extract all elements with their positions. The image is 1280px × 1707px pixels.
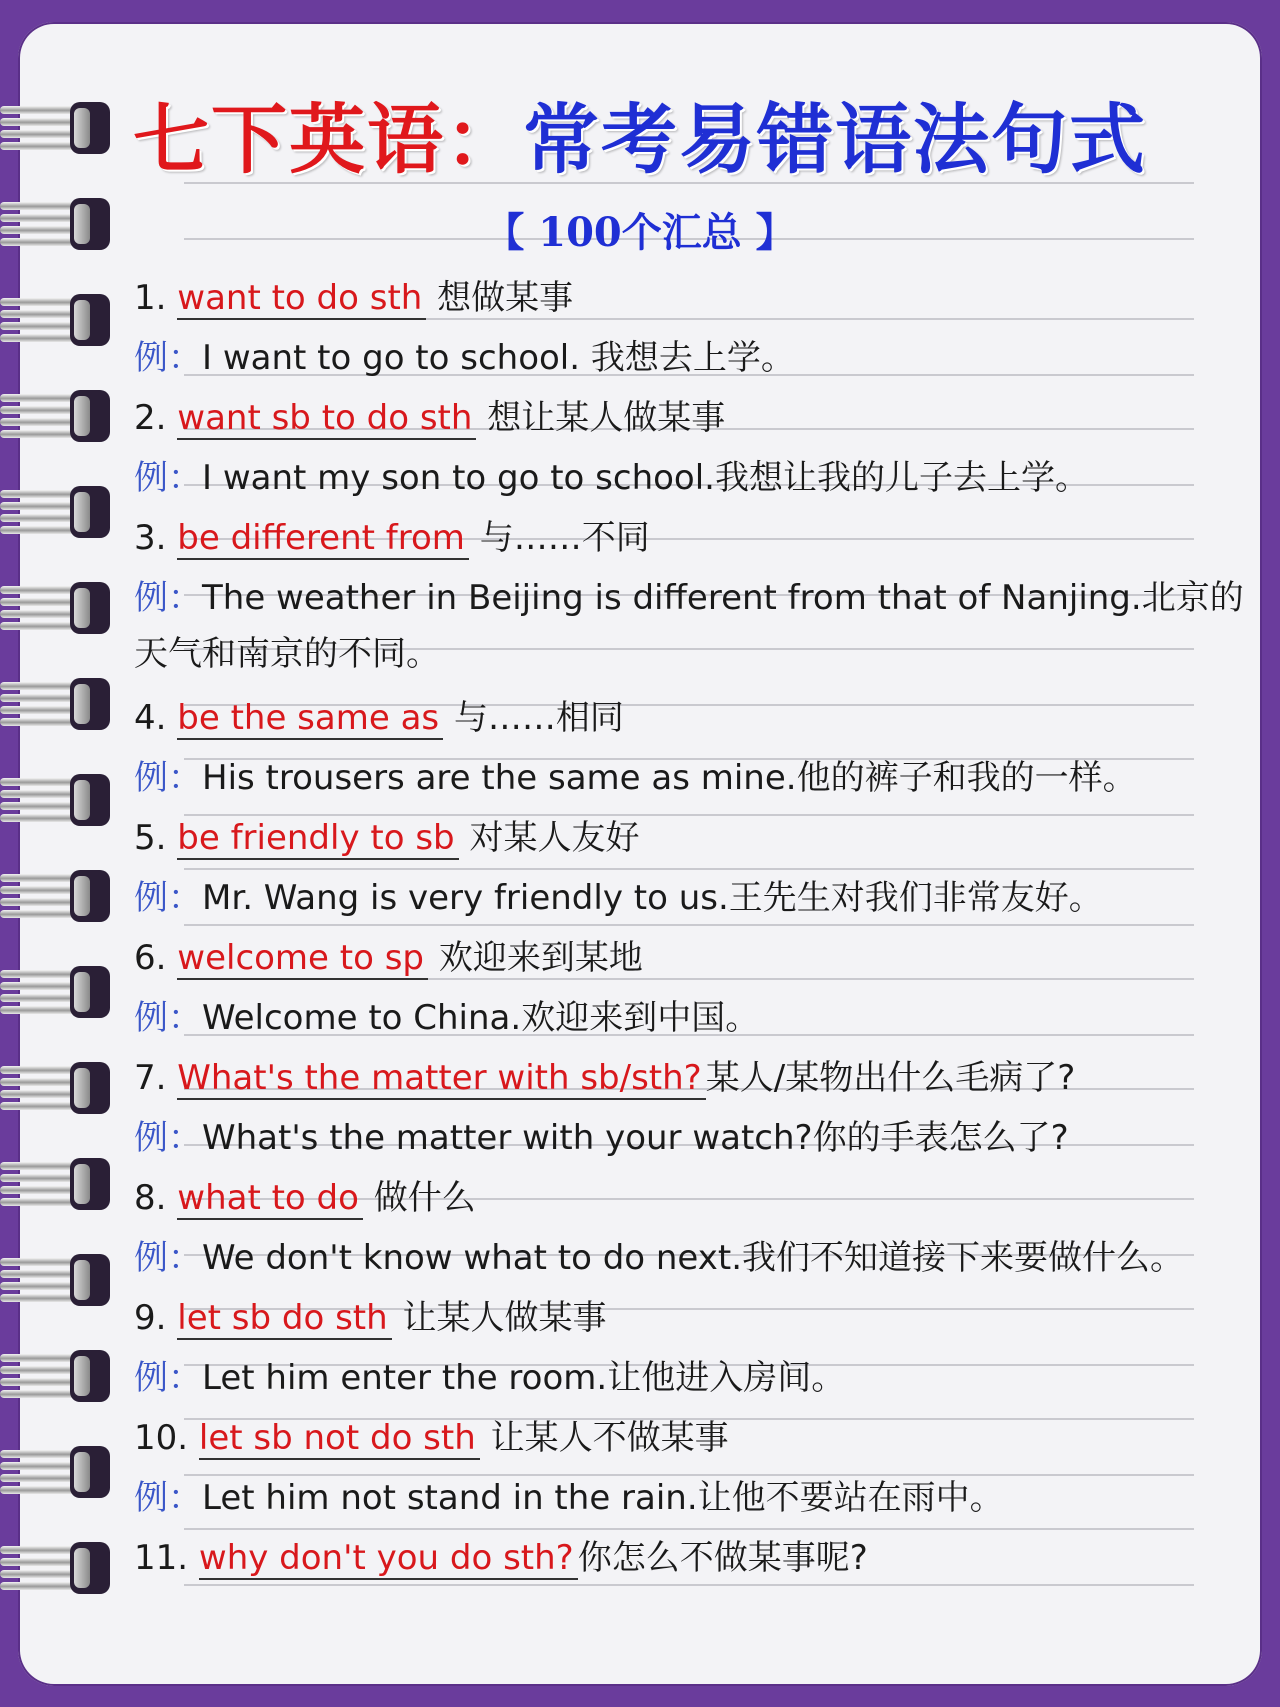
item-phrase: be different from — [177, 518, 469, 560]
example-label: 例： — [134, 1118, 202, 1158]
item-meaning: 欢迎来到某地 — [438, 938, 643, 978]
example-sentence: His trousers are the same as mine.他的裤子和我的一样。 — [202, 758, 1137, 798]
item-number: 7. — [134, 1058, 167, 1098]
item-number: 5. — [134, 818, 167, 858]
list-item — [134, 1290, 1244, 1346]
item-meaning: 与……相同 — [453, 698, 624, 738]
list-item — [134, 510, 1244, 566]
item-phrase: be friendly to sb — [177, 818, 458, 860]
item-phrase: what to do — [177, 1178, 363, 1220]
item-number: 2. — [134, 398, 167, 438]
example-row — [134, 990, 1244, 1046]
example-sentence: Welcome to China.欢迎来到中国。 — [202, 998, 760, 1038]
example-sentence: What's the matter with your watch?你的手表怎么了? — [202, 1118, 1069, 1158]
item-phrase: welcome to sp — [177, 938, 428, 980]
list-item — [134, 1530, 1244, 1586]
example-row — [134, 1110, 1244, 1166]
item-meaning: 与……不同 — [479, 518, 650, 558]
example-row — [134, 750, 1244, 806]
title-part-blue: 常考易错语法句式 — [523, 95, 1147, 184]
example-row — [134, 570, 1244, 682]
item-phrase: let sb do sth — [177, 1298, 391, 1340]
example-row — [134, 1470, 1244, 1526]
item-number: 4. — [134, 698, 167, 738]
item-meaning: 让某人做某事 — [402, 1298, 607, 1338]
list-item — [134, 1410, 1244, 1466]
item-meaning: 你怎么不做某事呢? — [577, 1538, 868, 1578]
example-row — [134, 1350, 1244, 1406]
item-meaning: 想让某人做某事 — [487, 398, 726, 438]
item-number: 6. — [134, 938, 167, 978]
title-part-red: 七下英语： — [133, 95, 523, 184]
example-label: 例： — [134, 458, 202, 498]
example-row — [134, 1230, 1244, 1286]
example-label: 例： — [134, 1478, 202, 1518]
list-item — [134, 270, 1244, 326]
example-label: 例： — [134, 758, 202, 798]
item-phrase: want sb to do sth — [177, 398, 476, 440]
example-label: 例： — [134, 338, 202, 378]
list-item — [134, 390, 1244, 446]
example-label: 例： — [134, 578, 202, 618]
item-phrase: want to do sth — [177, 278, 426, 320]
example-row — [134, 870, 1244, 926]
example-label: 例： — [134, 878, 202, 918]
item-number: 8. — [134, 1178, 167, 1218]
page-subtitle: 【 100个汇总 】 — [484, 209, 796, 256]
list-item — [134, 690, 1244, 746]
list-item — [134, 1170, 1244, 1226]
example-label: 例： — [134, 1358, 202, 1398]
item-meaning: 某人/某物出什么毛病了? — [705, 1058, 1076, 1098]
example-label: 例： — [134, 998, 202, 1038]
example-sentence: I want to go to school. 我想去上学。 — [202, 338, 795, 378]
item-number: 10. — [134, 1418, 189, 1458]
example-sentence: The weather in Beijing is different from that of Nanjing.北京的天气和南京的不同。 — [134, 578, 1244, 674]
item-number: 11. — [134, 1538, 189, 1578]
list-item — [134, 1050, 1244, 1106]
example-sentence: Mr. Wang is very friendly to us.王先生对我们非常友好。 — [202, 878, 1103, 918]
example-sentence: Let him enter the room.让他进入房间。 — [202, 1358, 846, 1398]
list-item — [134, 930, 1244, 986]
example-sentence: We don't know what to do next.我们不知道接下来要做什么。 — [202, 1238, 1185, 1278]
example-row — [134, 450, 1244, 506]
example-sentence: I want my son to go to school.我想让我的儿子去上学。 — [202, 458, 1089, 498]
item-number: 9. — [134, 1298, 167, 1338]
item-meaning: 让某人不做某事 — [490, 1418, 729, 1458]
example-sentence: Let him not stand in the rain.让他不要站在雨中。 — [202, 1478, 1004, 1518]
item-meaning: 想做某事 — [437, 278, 574, 318]
example-row — [134, 330, 1244, 386]
item-phrase: let sb not do sth — [199, 1418, 480, 1460]
example-label: 例： — [134, 1238, 202, 1278]
item-number: 1. — [134, 278, 167, 318]
item-number: 3. — [134, 518, 167, 558]
item-phrase: why don't you do sth? — [199, 1538, 578, 1580]
list-item — [134, 810, 1244, 866]
item-phrase: be the same as — [177, 698, 443, 740]
item-meaning: 对某人友好 — [469, 818, 640, 858]
item-phrase: What's the matter with sb/sth? — [177, 1058, 705, 1100]
item-meaning: 做什么 — [373, 1178, 476, 1218]
